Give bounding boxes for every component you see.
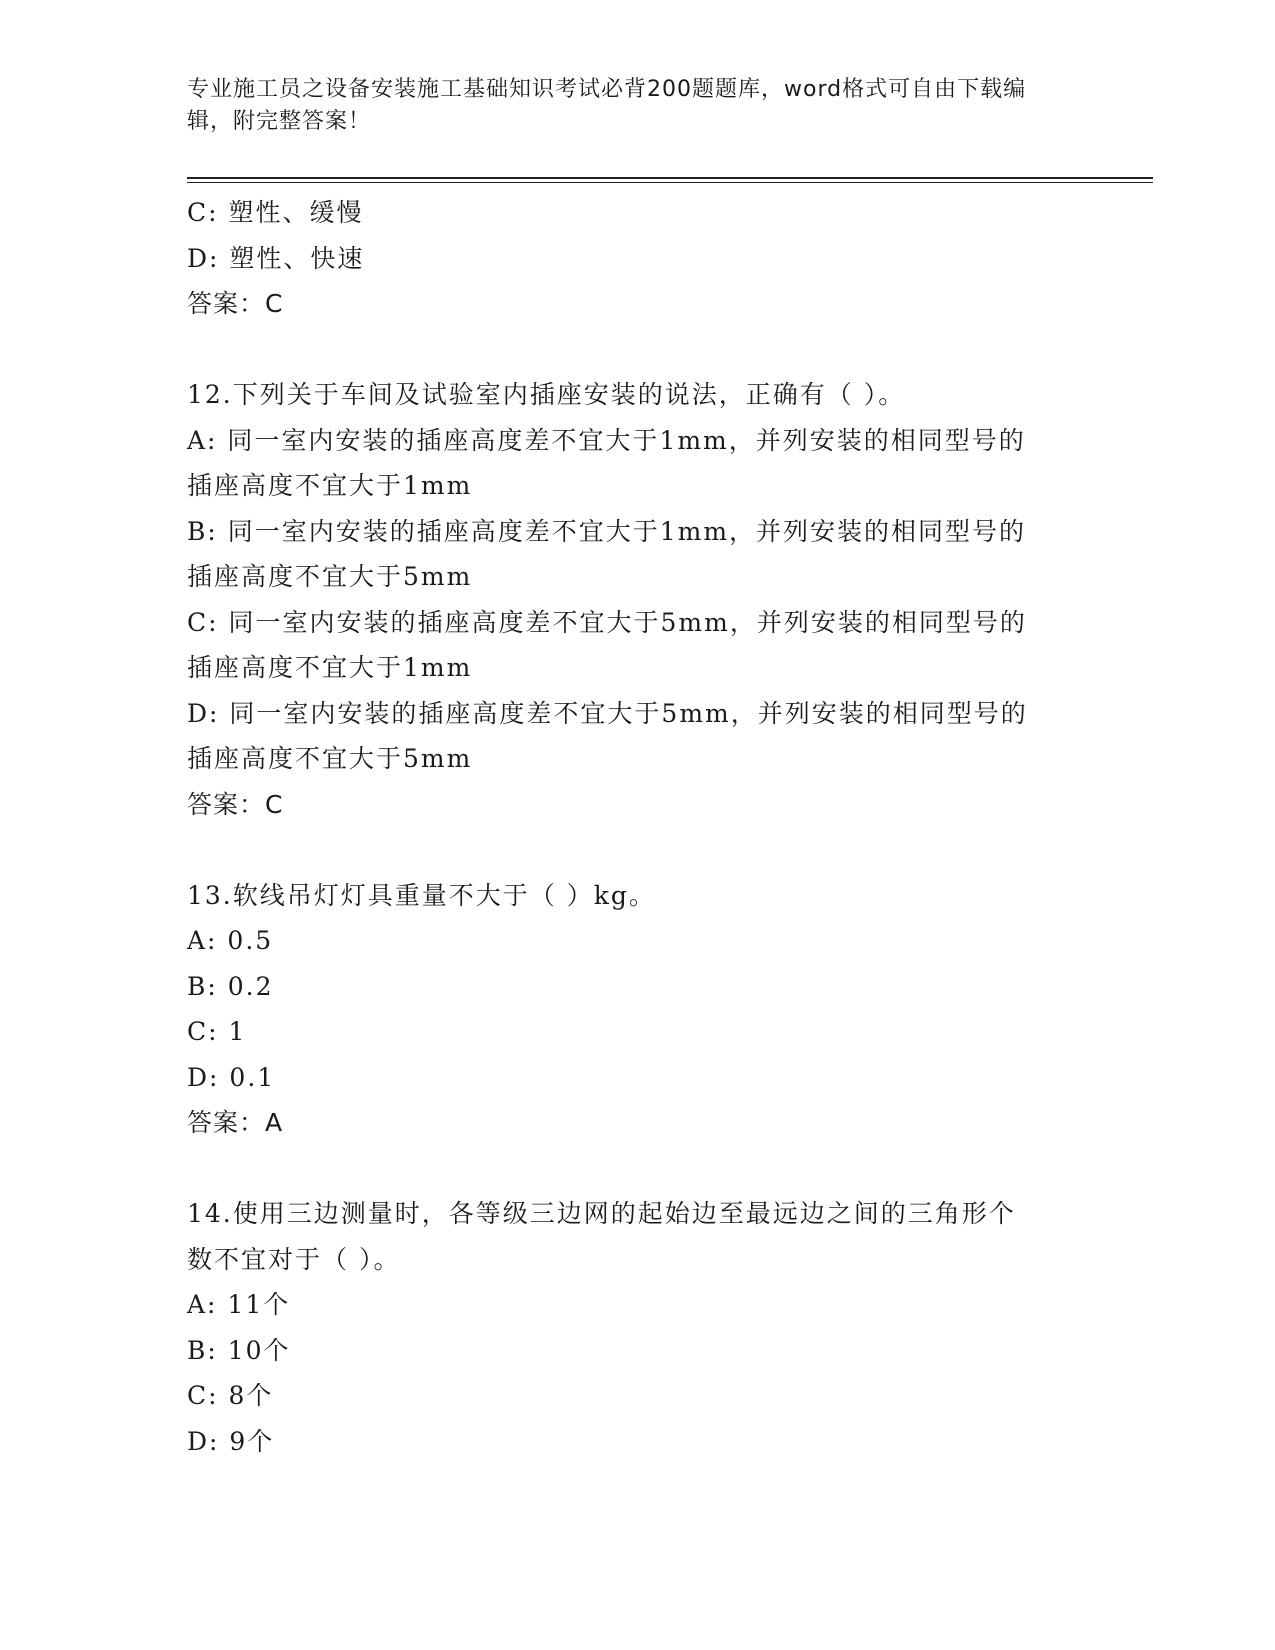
option-c: C: 塑性、缓慢 [187,198,364,227]
option-d: D: 同一室内安装的插座高度差不宜大于5mm，并列安装的相同型号的 [187,698,1028,728]
option-b: B: 10个 [187,1335,291,1365]
option-c-continued: 插座高度不宜大于1mm [187,653,473,682]
option-d-continued: 插座高度不宜大于5mm [187,744,473,773]
answer-line: 答案：C [187,789,284,819]
question-block-12 [187,372,1087,827]
header-divider-thin [187,182,1153,183]
option-c: C: 1 [187,1017,247,1046]
option-a: A: 0.5 [187,926,274,955]
option-a: A: 11个 [187,1290,291,1319]
answer-line: 答案：A [187,1108,284,1137]
page-header: 专业施工员之设备安装施工基础知识考试必背200题题库，word格式可自由下载编辑，附完整答案！ [187,77,1027,134]
question-stem-continued: 数不宜对于（ ）。 [187,1244,401,1274]
option-c: C: 同一室内安装的插座高度差不宜大于5mm，并列安装的相同型号的 [187,607,1027,637]
question-stem: 12.下列关于车间及试验室内插座安装的说法，正确有（ ）。 [187,380,906,409]
option-b-continued: 插座高度不宜大于5mm [187,562,473,591]
question-content [187,190,1087,1464]
question-stem: 13.软线吊灯灯具重量不大于（ ）kg。 [187,880,656,910]
question-stem: 14.使用三边测量时，各等级三边网的起始边至最远边之间的三角形个 [187,1199,1016,1228]
option-b: B: 同一室内安装的插座高度差不宜大于1mm，并列安装的相同型号的 [187,516,1027,546]
spacer [187,1146,1087,1192]
question-block-11 [187,190,1087,327]
header-divider-thick [187,177,1153,179]
option-d: D: 9个 [187,1426,275,1456]
question-block-13 [187,873,1087,1146]
question-block-14 [187,1191,1087,1464]
option-c: C: 8个 [187,1381,274,1410]
option-b: B: 0.2 [187,971,274,1001]
answer-line: 答案：C [187,289,284,318]
option-a-continued: 插座高度不宜大于1mm [187,471,473,500]
option-a: A: 同一室内安装的插座高度差不宜大于1mm，并列安装的相同型号的 [187,425,1026,455]
spacer [187,327,1087,373]
option-d: D: 塑性、快速 [187,243,365,273]
spacer [187,827,1087,873]
option-d: D: 0.1 [187,1062,276,1092]
